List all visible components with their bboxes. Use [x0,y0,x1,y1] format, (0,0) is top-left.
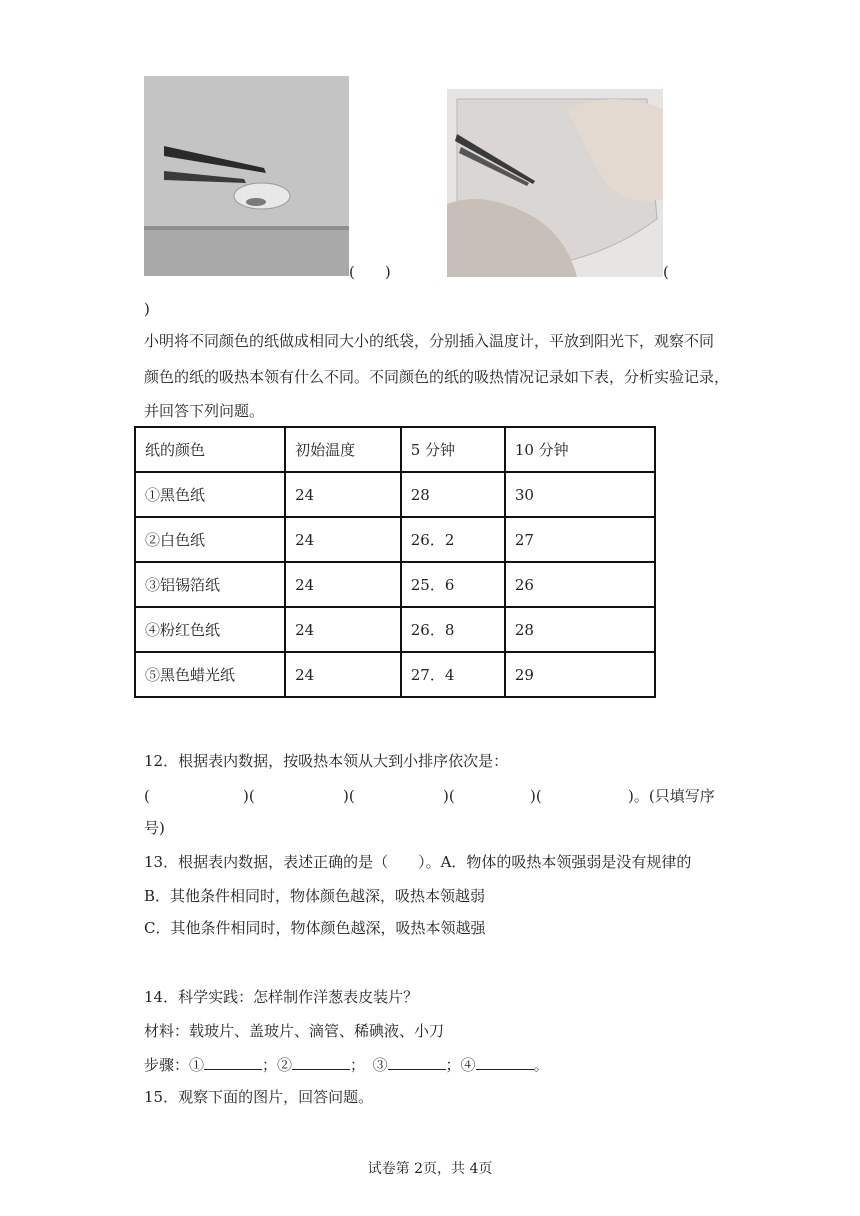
table-cell: 26．2 [401,517,505,562]
step-2-blank[interactable] [292,1055,350,1070]
q12-tail: 号) [144,819,165,837]
q12-paren-1: ( [144,787,150,805]
q14-sep-2: ；② [262,1056,293,1074]
intro-line-3: 并回答下列问题。 [144,402,265,420]
q12-paren-4: )( [443,787,455,805]
figure-tweezers-water-drop [144,76,349,276]
q13-option-b: B．其他条件相同时，物体颜色越深，吸热本领越弱 [144,887,486,905]
table-cell: 26 [505,562,655,607]
figure-tweezers-water-drop-illustration [144,76,349,276]
q14-sep-4: ；④ [445,1056,476,1074]
table-header-cell: 初始温度 [285,427,401,472]
q12-prompt: 12．根据表内数据，按吸热本领从大到小排序依次是： [144,752,509,770]
table-cell: 24 [285,517,401,562]
table-row [135,607,655,652]
q12-paren-3: )( [343,787,355,805]
q13-prompt: 13．根据表内数据，表述正确的是（ ）。A．物体的吸热本领强弱是没有规律的 [144,853,692,871]
page-footer: 试卷第 2页，共 4页 [367,1161,493,1177]
table-cell: 25．6 [401,562,505,607]
step-1-blank[interactable] [204,1055,262,1070]
q12-paren-2: )( [243,787,255,805]
q12-paren-6: )。(只填写序 [628,787,715,805]
q14-sep-3: ； ③ [350,1056,388,1074]
table-cell: 28 [505,607,655,652]
q14-steps [144,1055,549,1075]
step-3-blank[interactable] [388,1055,446,1070]
table-row [135,652,655,697]
intro-line-2: 颜色的纸的吸热本领有什么不同。不同颜色的纸的吸热情况记录如下表，分析实验记录， [144,368,730,386]
q15-prompt: 15．观察下面的图片，回答问题。 [144,1088,374,1106]
table-cell: ②白色纸 [135,517,285,562]
table-cell: ①黑色纸 [135,472,285,517]
table-cell: ③铝锡箔纸 [135,562,285,607]
table-header-row [135,427,655,472]
table-header-cell: 纸的颜色 [135,427,285,472]
table-cell: 24 [285,472,401,517]
table-cell: ④粉红色纸 [135,607,285,652]
table-cell: 24 [285,652,401,697]
table-cell: 29 [505,652,655,697]
table-row [135,562,655,607]
table-row [135,517,655,562]
q12-paren-5: )( [530,787,542,805]
table-header-cell: 5 分钟 [401,427,505,472]
table-cell: 27 [505,517,655,562]
table-row [135,472,655,517]
answer-paren-2-open: ( [663,263,669,281]
intro-line-1: 小明将不同颜色的纸做成相同大小的纸袋，分别插入温度计，平放到阳光下，观察不同 [144,332,715,350]
figure-needle-onion-skin-illustration [447,89,663,277]
table-header-cell: 10 分钟 [505,427,655,472]
table-cell: 27．4 [401,652,505,697]
table-cell: 24 [285,607,401,652]
q14-prompt: 14．科学实践：怎样制作洋葱表皮装片？ [144,988,419,1006]
table-cell: 24 [285,562,401,607]
answer-paren-2-close: ) [144,300,150,318]
q13-option-c: C．其他条件相同时，物体颜色越深，吸热本领越强 [144,919,486,937]
q14-end: 。 [533,1056,549,1074]
step-4-blank[interactable] [476,1055,534,1070]
q14-steps-label: 步骤：① [144,1056,205,1074]
table-cell: 28 [401,472,505,517]
table-cell: ⑤黑色蜡光纸 [135,652,285,697]
table-cell: 30 [505,472,655,517]
figure-needle-onion-skin [447,89,663,277]
q14-materials: 材料：载玻片、盖玻片、滴管、稀碘液、小刀 [144,1022,445,1040]
table-cell: 26．8 [401,607,505,652]
paper-heat-table [134,426,656,698]
answer-paren-1: ( ) [349,263,391,281]
